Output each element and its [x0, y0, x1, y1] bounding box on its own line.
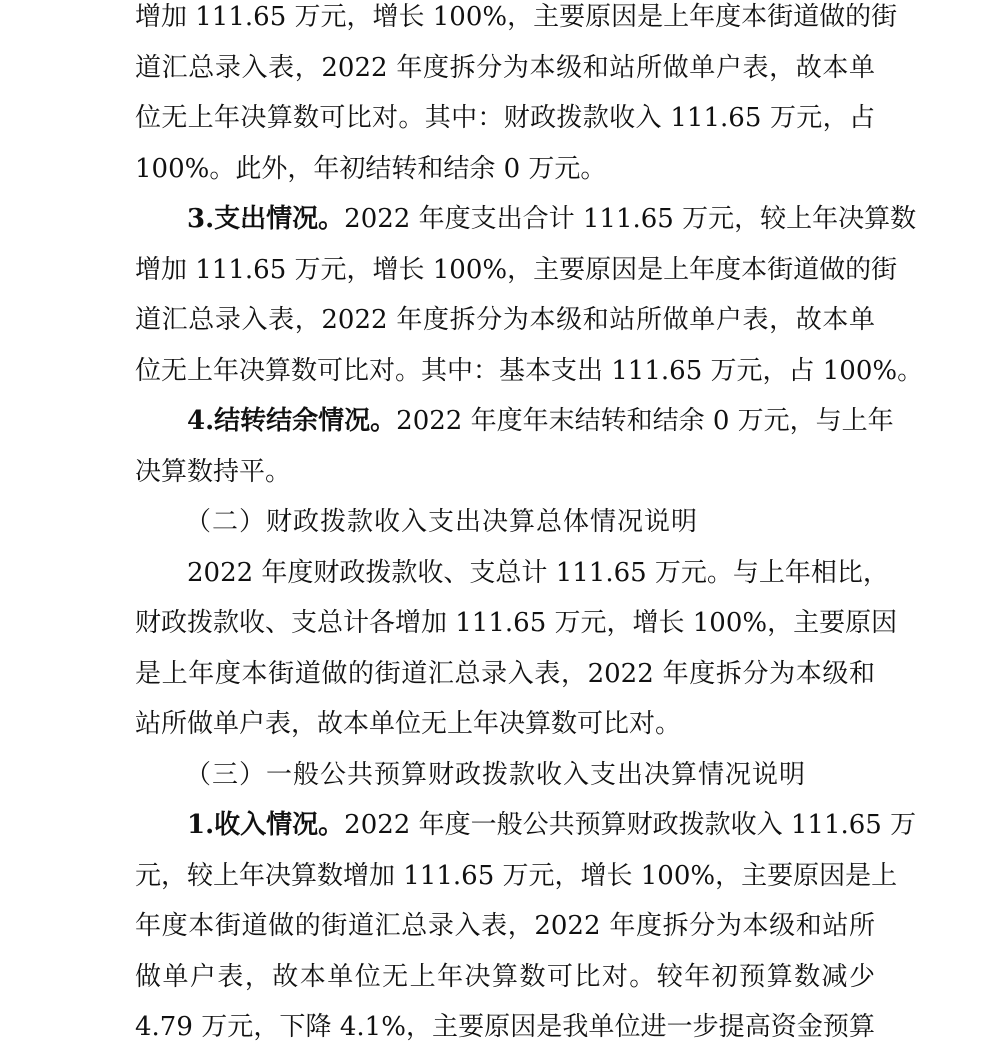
section-label-carryover: 4.结转结余情况。	[187, 406, 397, 436]
paragraph-line: 元，较上年决算数增加 111.65 万元，增长 100%，主要原因是上	[135, 861, 898, 891]
paragraph-line: 站所做单户表，故本单位无上年决算数可比对。	[135, 709, 682, 739]
section-carryover-line	[187, 406, 894, 436]
paragraph-line: 增加 111.65 万元，增长 100%，主要原因是上年度本街道做的街	[135, 255, 898, 285]
paragraph-line: 年度本街道做的街道汇总录入表，2022 年度拆分为本级和站所	[135, 911, 875, 941]
paragraph-line: 做单户表，故本单位无上年决算数可比对。较年初预算数减少	[135, 962, 875, 992]
paragraph-text: 2022 年度支出合计 111.65 万元，较上年决算数	[344, 204, 917, 234]
paragraph-line: 是上年度本街道做的街道汇总录入表，2022 年度拆分为本级和	[135, 659, 875, 689]
paragraph-line: 2022 年度财政拨款收、支总计 111.65 万元。与上年相比，	[187, 558, 889, 588]
paragraph-line: 100%。此外，年初结转和结余 0 万元。	[135, 154, 607, 184]
paragraph-line: 增加 111.65 万元，增长 100%，主要原因是上年度本街道做的街	[135, 2, 898, 32]
paragraph-line: 位无上年决算数可比对。其中：基本支出 111.65 万元，占 100%。	[135, 356, 924, 386]
section-heading-3: （三）一般公共预算财政拨款收入支出决算情况说明	[185, 760, 807, 790]
paragraph-line: 4.79 万元，下降 4.1%，主要原因是我单位进一步提高资金预算	[135, 1012, 875, 1042]
section-heading-2: （二）财政拨款收入支出决算总体情况说明	[185, 507, 699, 537]
paragraph-line: 道汇总录入表，2022 年度拆分为本级和站所做单户表，故本单	[135, 53, 875, 83]
paragraph-text: 2022 年度一般公共预算财政拨款收入 111.65 万	[344, 810, 917, 840]
section-label-expenditure: 3.支出情况。	[187, 204, 345, 234]
section-income-line	[187, 810, 917, 840]
paragraph-line: 位无上年决算数可比对。其中：财政拨款收入 111.65 万元，占	[135, 103, 875, 133]
section-label-income: 1.收入情况。	[187, 810, 345, 840]
paragraph-line: 财政拨款收、支总计各增加 111.65 万元，增长 100%，主要原因	[135, 608, 898, 638]
section-expenditure-line	[187, 204, 917, 234]
paragraph-line: 道汇总录入表，2022 年度拆分为本级和站所做单户表，故本单	[135, 305, 875, 335]
paragraph-line: 决算数持平。	[135, 457, 292, 487]
paragraph-text: 2022 年度年末结转和结余 0 万元，与上年	[396, 406, 894, 436]
